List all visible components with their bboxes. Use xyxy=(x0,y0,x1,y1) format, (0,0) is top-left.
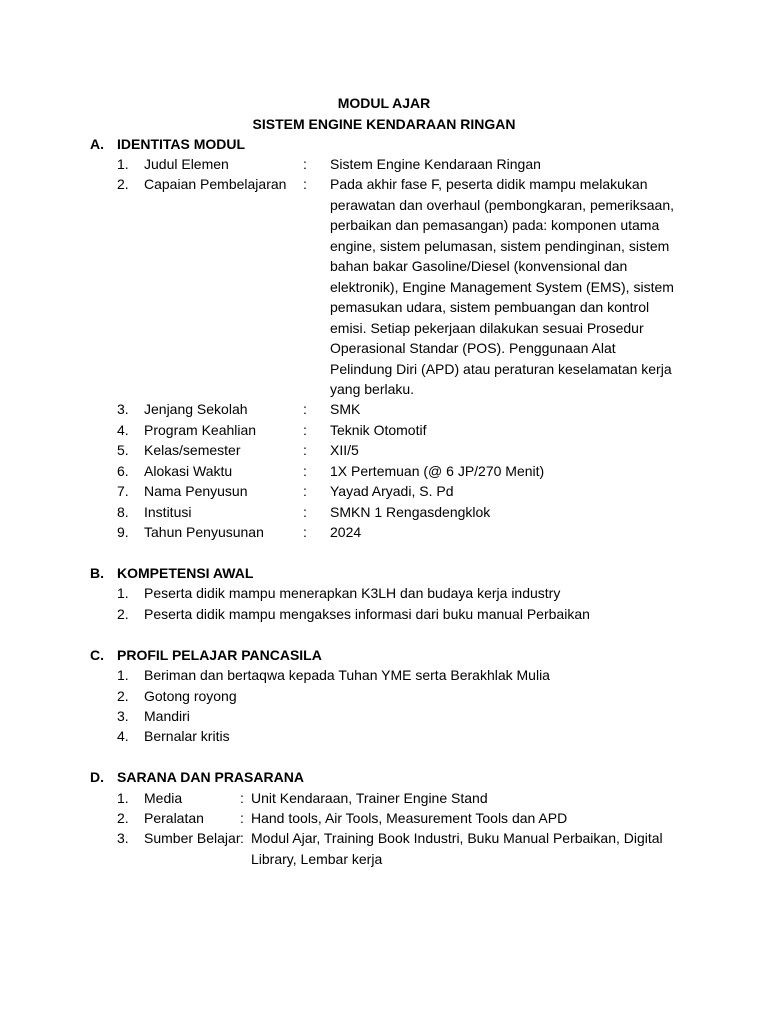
item-text: Mandiri xyxy=(144,708,190,724)
document-title: MODUL AJAR xyxy=(337,95,431,111)
section-letter: A. xyxy=(90,136,104,152)
item-number: 2. xyxy=(117,688,129,704)
sumber-belajar-text: Modul Ajar, Training Book Industri, Buku Manual Perbaikan, Digital Library, Lembar kerja xyxy=(251,830,663,867)
item-number: 1. xyxy=(117,585,129,601)
item-value: Teknik Otomotif xyxy=(330,422,427,438)
item-number: 9. xyxy=(117,524,129,540)
item-colon: : xyxy=(240,790,244,806)
item-label: Institusi xyxy=(144,504,192,520)
item-label: Capaian Pembelajaran xyxy=(144,176,287,192)
item-colon: : xyxy=(303,483,307,499)
item-label: Sumber Belajar xyxy=(144,830,241,846)
item-number: 3. xyxy=(117,708,129,724)
item-colon: : xyxy=(303,442,307,458)
item-number: 3. xyxy=(117,830,129,846)
item-number: 2. xyxy=(117,176,129,192)
item-value: 1X Pertemuan (@ 6 JP/270 Menit) xyxy=(330,463,545,479)
item-number: 5. xyxy=(117,442,129,458)
item-colon: : xyxy=(240,830,244,846)
item-number: 8. xyxy=(117,504,129,520)
item-label: Kelas/semester xyxy=(144,442,241,458)
item-value: Sistem Engine Kendaraan Ringan xyxy=(330,156,541,172)
item-text: Peserta didik mampu mengakses informasi dari buku manual Perbaikan xyxy=(144,606,590,622)
item-number: 3. xyxy=(117,401,129,417)
section-letter: C. xyxy=(90,647,104,663)
item-label: Program Keahlian xyxy=(144,422,257,438)
item-number: 1. xyxy=(117,790,129,806)
section-letter: D. xyxy=(90,769,104,785)
item-colon: : xyxy=(240,810,244,826)
item-value: Yayad Aryadi, S. Pd xyxy=(330,483,454,499)
section-title: SARANA DAN PRASARANA xyxy=(117,769,304,785)
item-colon: : xyxy=(303,156,307,172)
item-value: SMK xyxy=(330,401,361,417)
item-text: Gotong royong xyxy=(144,688,237,704)
item-label: Judul Elemen xyxy=(144,156,229,172)
item-number: 1. xyxy=(117,667,129,683)
item-text: Bernalar kritis xyxy=(144,728,230,744)
item-value: Hand tools, Air Tools, Measurement Tools dan APD xyxy=(251,810,568,826)
item-colon: : xyxy=(303,401,307,417)
item-text: Beriman dan bertaqwa kepada Tuhan YME serta Berakhlak Mulia xyxy=(144,667,550,683)
item-label: Alokasi Waktu xyxy=(144,463,233,479)
section-title: PROFIL PELAJAR PANCASILA xyxy=(117,647,322,663)
item-label: Jenjang Sekolah xyxy=(144,401,248,417)
item-colon: : xyxy=(303,422,307,438)
item-label: Peralatan xyxy=(144,810,204,826)
item-colon: : xyxy=(303,524,307,540)
item-value: SMKN 1 Rengasdengklok xyxy=(330,504,491,520)
item-label: Tahun Penyusunan xyxy=(144,524,264,540)
item-number: 7. xyxy=(117,483,129,499)
item-number: 4. xyxy=(117,422,129,438)
item-colon: : xyxy=(303,463,307,479)
item-number: 6. xyxy=(117,463,129,479)
item-value: 2024 xyxy=(330,524,362,540)
document-subtitle: SISTEM ENGINE KENDARAAN RINGAN xyxy=(252,116,516,132)
item-colon: : xyxy=(303,176,307,192)
item-value: Unit Kendaraan, Trainer Engine Stand xyxy=(251,790,488,806)
item-label: Nama Penyusun xyxy=(144,483,248,499)
item-number: 1. xyxy=(117,156,129,172)
capaian-pembelajaran-text: Pada akhir fase F, peserta didik mampu melakukan perawatan dan overhaul (pembongkaran, pemeriksaan, perbaikan dan pemasangan) pada: komponen utama engine, sistem pelumasan, sistem pendinginan, sistem bahan bakar Gasoline/Diesel (konvensional dan elektronik), Engine Management System (EMS), sistem pemasukan udara, sistem pembuangan dan kontrol emisi. Setiap pekerjaan dilakukan sesuai Prosedur Operasional Standar (POS). Penggunaan Alat Pelindung Diri (APD) atau peraturan keselamatan kerja yang berlaku. xyxy=(330,176,674,397)
item-number: 2. xyxy=(117,606,129,622)
section-letter: B. xyxy=(90,565,104,581)
item-label: Media xyxy=(144,790,183,806)
item-value: XII/5 xyxy=(330,442,359,458)
item-number: 2. xyxy=(117,810,129,826)
section-title: KOMPETENSI AWAL xyxy=(117,565,254,581)
item-colon: : xyxy=(303,504,307,520)
section-title: IDENTITAS MODUL xyxy=(117,136,246,152)
item-text: Peserta didik mampu menerapkan K3LH dan budaya kerja industry xyxy=(144,585,561,601)
item-number: 4. xyxy=(117,728,129,744)
